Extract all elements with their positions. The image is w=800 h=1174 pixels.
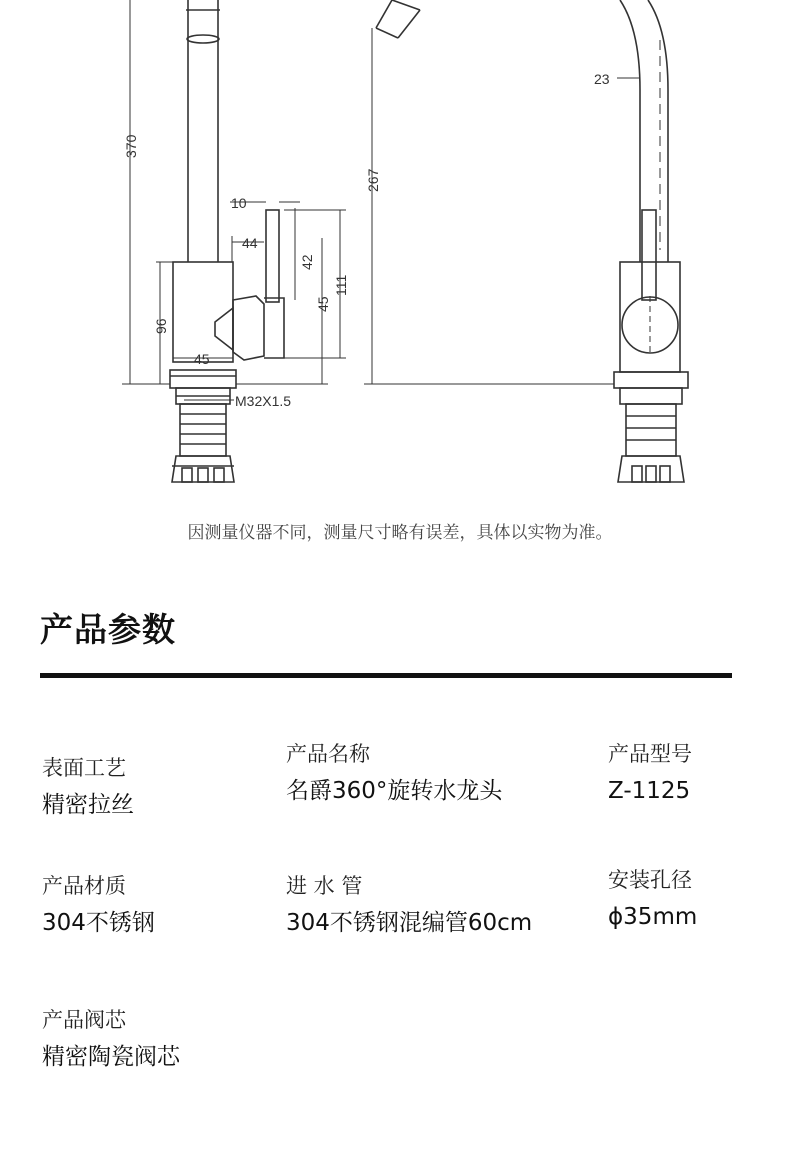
faucet-dimension-drawing [0, 0, 800, 500]
dim-42-label: 42 [299, 254, 315, 270]
param-inlet-hose [286, 872, 532, 938]
dim-44-label: 44 [242, 235, 258, 251]
thread-spec-label: M32X1.5 [235, 393, 292, 409]
param-material [42, 872, 155, 938]
dim-96-label: 96 [153, 318, 169, 334]
param-valve-core [42, 1006, 180, 1072]
dim-10-label: 10 [231, 195, 247, 211]
dim-370-label: 370 [123, 134, 139, 158]
param-surface-finish [42, 754, 134, 820]
faucet-front-view [376, 0, 688, 482]
param-label: 产品型号 [608, 742, 692, 766]
param-model-number [608, 740, 692, 806]
param-value: ϕ35mm [608, 904, 698, 930]
section-title: 产品参数 [40, 610, 176, 649]
param-mounting-hole [608, 866, 697, 932]
param-label: 表面工艺 [42, 756, 126, 780]
param-label: 安装孔径 [608, 868, 692, 892]
dim-45-horizontal-label: 45 [194, 351, 210, 367]
param-value: 精密拉丝 [42, 792, 134, 818]
param-product-name [286, 740, 502, 806]
measurement-disclaimer: 因测量仪器不同，测量尺寸略有误差，具体以实物为准。 [187, 523, 613, 543]
param-value: Z-1125 [608, 778, 691, 804]
param-value: 304不锈钢混编管60cm [286, 910, 533, 936]
param-value: 名爵360°旋转水龙头 [286, 778, 503, 804]
param-label: 产品名称 [286, 742, 370, 766]
param-value: 304不锈钢 [42, 910, 155, 936]
param-label: 产品材质 [42, 874, 126, 898]
dim-111-label: 111 [333, 274, 349, 296]
param-value: 精密陶瓷阀芯 [42, 1044, 180, 1070]
param-label: 进 水 管 [286, 874, 363, 898]
faucet-side-view [170, 0, 284, 482]
dim-45-vertical-label: 45 [315, 296, 331, 312]
section-divider [40, 673, 732, 678]
dim-267-label: 267 [365, 168, 381, 192]
param-label: 产品阀芯 [42, 1008, 126, 1032]
dim-23-label: 23 [594, 71, 610, 87]
